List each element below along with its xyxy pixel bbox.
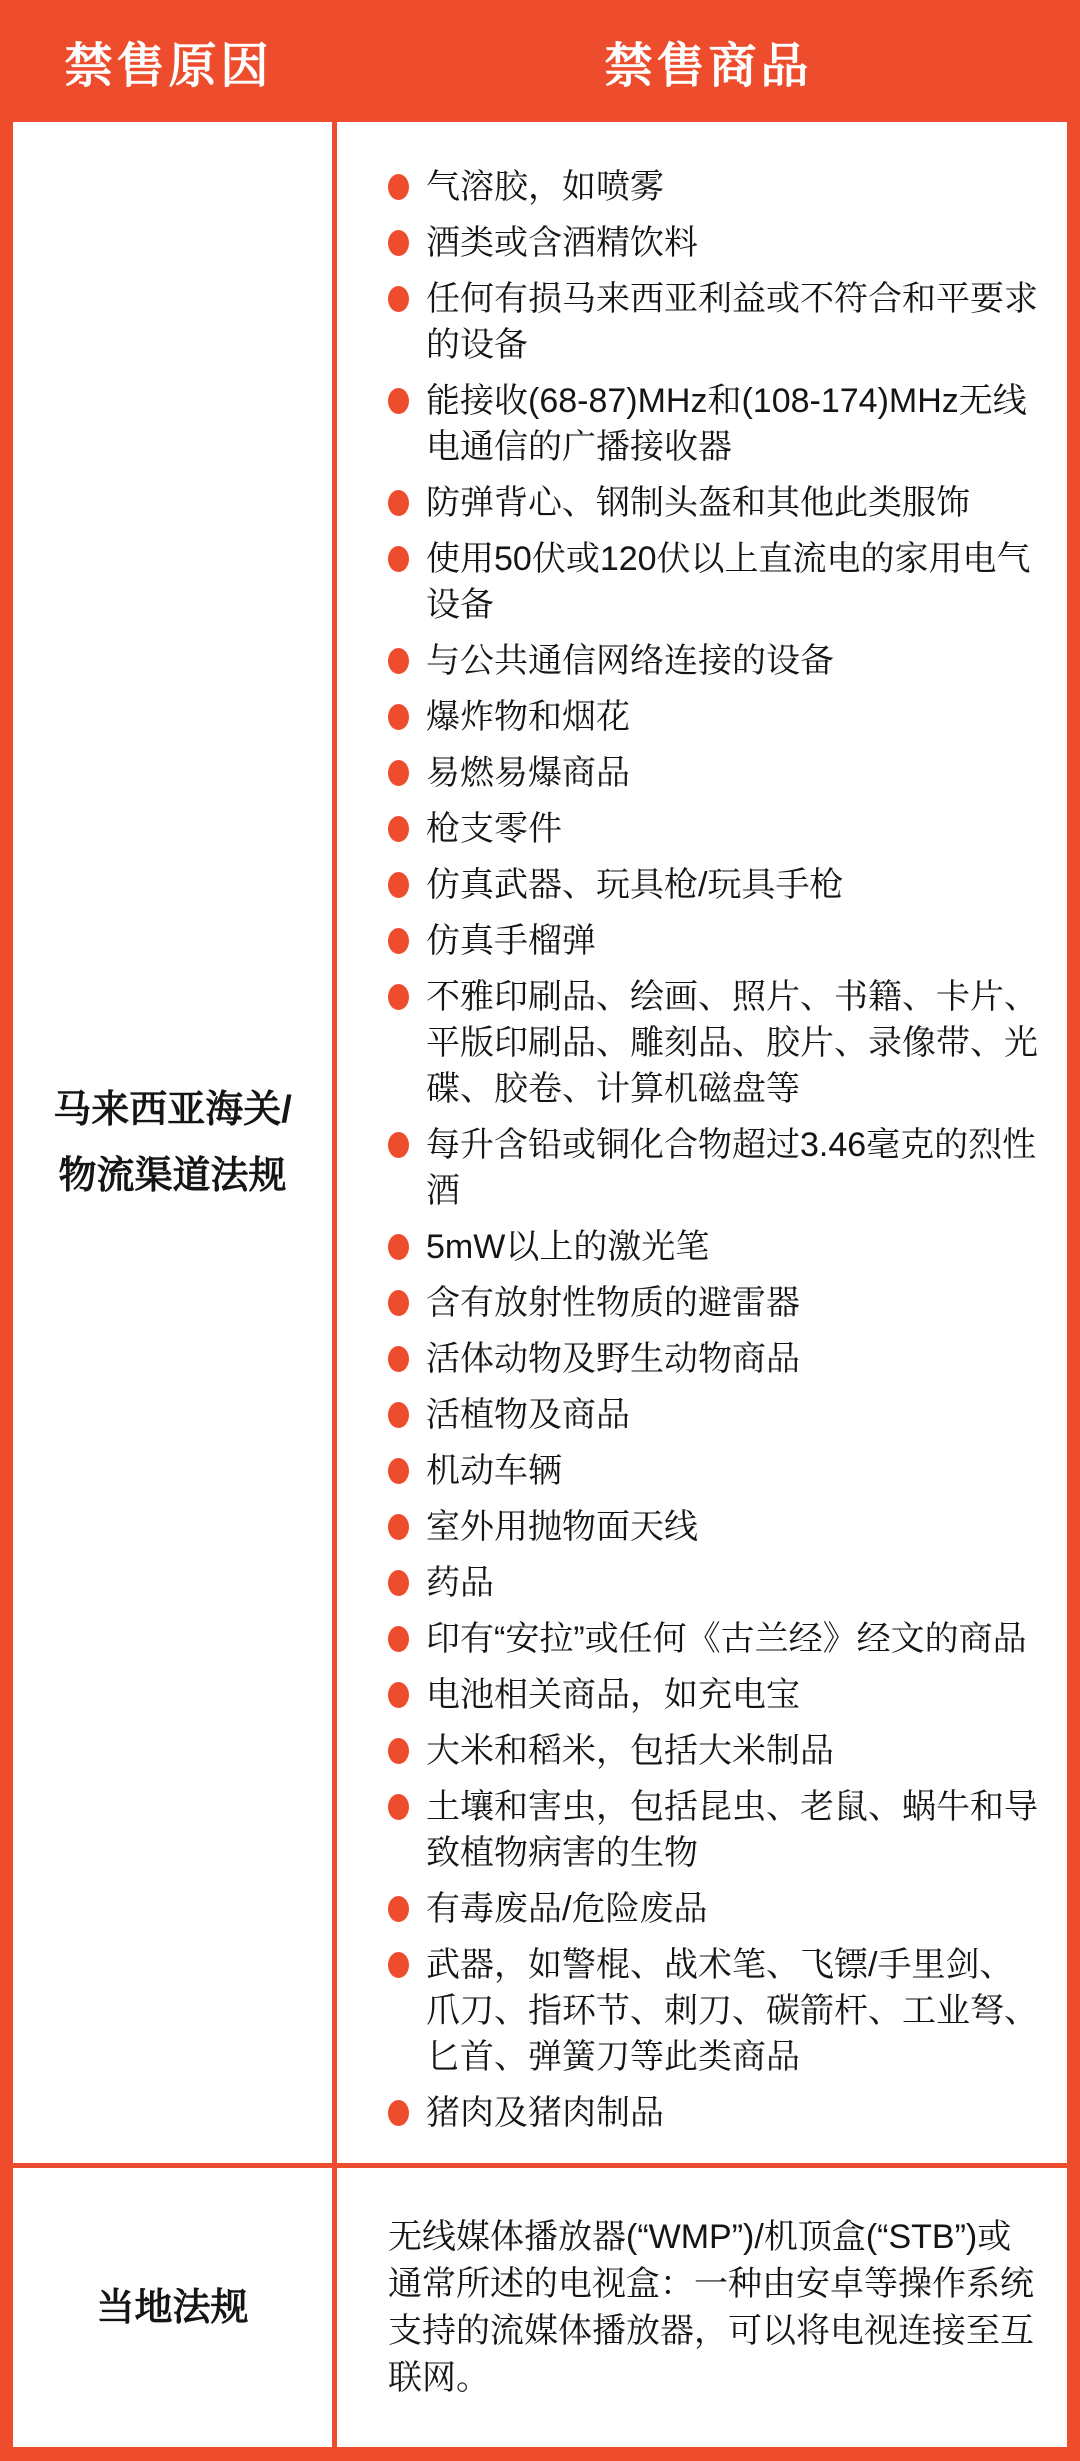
- bullet-icon: [388, 928, 409, 954]
- prohibited-item: [388, 1560, 1041, 1606]
- bullet-icon: [388, 1570, 409, 1596]
- prohibited-item-text: 不雅印刷品、绘画、照片、书籍、卡片、平版印刷品、雕刻品、胶片、录像带、光碟、胶卷、计算机磁盘等: [426, 978, 1038, 1108]
- header-reason-column: 禁售原因: [64, 39, 273, 93]
- prohibited-item-text: 土壤和害虫，包括昆虫、老鼠、蜗牛和导致植物病害的生物: [426, 1788, 1038, 1872]
- prohibited-item-text: 药品: [426, 1564, 494, 1602]
- local-regulation-text: 无线媒体播放器(“WMP”)/机顶盒(“STB”)或通常所述的电视盒：一种由安卓等操作系统支持的流媒体播放器，可以将电视连接至互联网。: [388, 2217, 1034, 2397]
- bullet-icon: [388, 984, 409, 1010]
- prohibited-item-text: 使用50伏或120伏以上直流电的家用电气设备: [426, 540, 1031, 624]
- prohibited-item-text: 易燃易爆商品: [426, 754, 630, 792]
- prohibited-item-text: 与公共通信网络连接的设备: [426, 642, 834, 680]
- prohibited-item-text: 有毒废品/危险废品: [426, 1890, 708, 1928]
- prohibited-item: [388, 1886, 1041, 1932]
- header-goods-column: 禁售商品: [604, 39, 813, 93]
- bullet-icon: [388, 760, 409, 786]
- bullet-icon: [388, 1682, 409, 1708]
- bullet-icon: [388, 1132, 409, 1158]
- prohibited-item-text: 能接收(68-87)MHz和(108-174)MHz无线电通信的广播接收器: [426, 382, 1027, 466]
- prohibited-item-text: 爆炸物和烟花: [426, 698, 630, 736]
- reason-cell-customs: [13, 122, 332, 2163]
- prohibited-item: [388, 862, 1041, 908]
- prohibited-item: [388, 1122, 1041, 1214]
- prohibited-items-list: [388, 164, 1041, 2136]
- prohibited-item-text: 仿真手榴弹: [426, 922, 596, 960]
- reason-line-1: 马来西亚海关/: [53, 1088, 292, 1131]
- prohibited-item-text: 仿真武器、玩具枪/玩具手枪: [426, 866, 844, 904]
- bullet-icon: [388, 174, 409, 200]
- prohibited-item: [388, 164, 1041, 210]
- bullet-icon: [388, 1952, 409, 1978]
- bullet-icon: [388, 1626, 409, 1652]
- prohibited-item: [388, 638, 1041, 684]
- reason-line-2: 物流渠道法规: [58, 1154, 287, 1197]
- prohibited-item: [388, 806, 1041, 852]
- prohibited-item-text: 活植物及商品: [426, 1396, 630, 1434]
- prohibited-item-text: 猪肉及猪肉制品: [426, 2094, 664, 2132]
- prohibited-item-text: 气溶胶，如喷雾: [426, 168, 664, 206]
- bullet-icon: [388, 388, 409, 414]
- bullet-icon: [388, 872, 409, 898]
- prohibited-item: [388, 1448, 1041, 1494]
- bullet-icon: [388, 2100, 409, 2126]
- prohibited-item: [388, 1672, 1041, 1718]
- prohibited-item-text: 每升含铅或铜化合物超过3.46毫克的烈性酒: [426, 1126, 1037, 1210]
- prohibited-item-text: 室外用抛物面天线: [426, 1508, 698, 1546]
- prohibited-item: [388, 1728, 1041, 1774]
- prohibited-item: [388, 750, 1041, 796]
- prohibited-item: [388, 1392, 1041, 1438]
- prohibited-item-text: 活体动物及野生动物商品: [426, 1340, 800, 1378]
- prohibited-item: [388, 694, 1041, 740]
- prohibited-item: [388, 1280, 1041, 1326]
- bullet-icon: [388, 546, 409, 572]
- prohibited-item-text: 印有“安拉”或任何《古兰经》经文的商品: [426, 1620, 1027, 1658]
- bullet-icon: [388, 286, 409, 312]
- prohibited-item: [388, 480, 1041, 526]
- bullet-icon: [388, 1738, 409, 1764]
- bullet-icon: [388, 490, 409, 516]
- reason-local-label: 当地法规: [96, 2286, 249, 2329]
- bullet-icon: [388, 1794, 409, 1820]
- reason-cell-local: [13, 2168, 332, 2447]
- prohibited-item-text: 5mW以上的激光笔: [426, 1228, 710, 1266]
- bullet-icon: [388, 1402, 409, 1428]
- prohibited-item: [388, 1224, 1041, 1270]
- prohibited-item-text: 武器，如警棍、战术笔、飞镖/手里剑、爪刀、指环节、刺刀、碳箭杆、工业弩、匕首、弹簧刀等此类商品: [426, 1946, 1038, 2076]
- bullet-icon: [388, 704, 409, 730]
- prohibited-item-text: 含有放射性物质的避雷器: [426, 1284, 800, 1322]
- prohibited-item: [388, 974, 1041, 1112]
- bullet-icon: [388, 230, 409, 256]
- bullet-icon: [388, 648, 409, 674]
- prohibited-item: [388, 1504, 1041, 1550]
- prohibited-item: [388, 1784, 1041, 1876]
- table-body: [0, 122, 1080, 2461]
- local-regulation-cell: [337, 2168, 1067, 2447]
- prohibited-item: [388, 1942, 1041, 2080]
- table-header-row: [0, 0, 1080, 122]
- bullet-icon: [388, 1234, 409, 1260]
- bullet-icon: [388, 1896, 409, 1922]
- bullet-icon: [388, 1458, 409, 1484]
- prohibited-item-text: 大米和稻米，包括大米制品: [426, 1732, 834, 1770]
- bullet-icon: [388, 1514, 409, 1540]
- prohibited-item-text: 电池相关商品，如充电宝: [426, 1676, 800, 1714]
- prohibited-item: [388, 2090, 1041, 2136]
- prohibited-item: [388, 276, 1041, 368]
- prohibited-item-text: 任何有损马来西亚利益或不符合和平要求的设备: [426, 280, 1038, 364]
- bullet-icon: [388, 816, 409, 842]
- bullet-icon: [388, 1346, 409, 1372]
- prohibited-item-text: 机动车辆: [426, 1452, 562, 1490]
- prohibited-item-text: 酒类或含酒精饮料: [426, 224, 698, 262]
- prohibited-item: [388, 1616, 1041, 1662]
- prohibited-item-text: 防弹背心、钢制头盔和其他此类服饰: [426, 484, 970, 522]
- prohibited-item: [388, 918, 1041, 964]
- prohibited-item: [388, 1336, 1041, 1382]
- bullet-icon: [388, 1290, 409, 1316]
- prohibited-item-text: 枪支零件: [426, 810, 562, 848]
- prohibited-goods-cell: [337, 122, 1067, 2163]
- prohibited-item: [388, 378, 1041, 470]
- prohibited-item: [388, 536, 1041, 628]
- prohibited-item: [388, 220, 1041, 266]
